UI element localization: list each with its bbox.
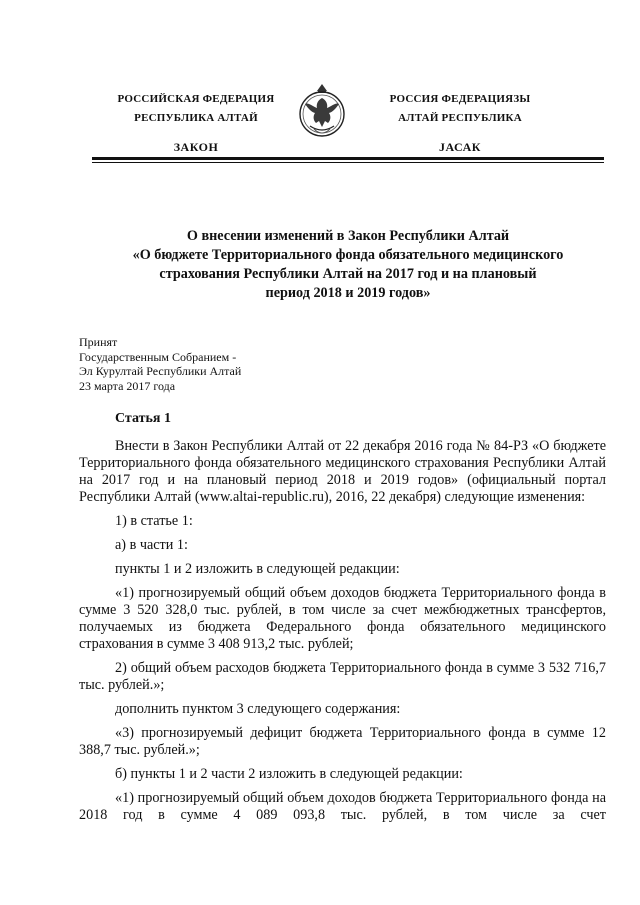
altai-coat-of-arms-icon (296, 82, 348, 140)
adoption-line-3: Эл Курултай Республики Алтай (79, 364, 242, 378)
paragraph: пункты 1 и 2 изложить в следующей редакции: (115, 561, 400, 577)
header-right-block (360, 90, 560, 157)
paragraph: б) пункты 1 и 2 части 2 изложить в следующей редакции: (115, 766, 463, 782)
article-body (79, 410, 606, 824)
header-left-block (96, 90, 296, 157)
title-line-4: период 2018 и 2019 годов» (265, 285, 431, 301)
adoption-line-2: Государственным Собранием - (79, 349, 237, 364)
paragraph: 1) в статье 1: (115, 513, 193, 529)
header-divider-thick (92, 157, 604, 160)
paragraph: а) в части 1: (115, 537, 188, 553)
header-left-country: РОССИЙСКАЯ ФЕДЕРАЦИЯ (117, 93, 275, 105)
header-right-republic: АЛТАЙ РЕСПУБЛИКА (398, 112, 522, 124)
paragraph: дополнить пунктом 3 следующего содержания: (115, 701, 401, 717)
paragraph: «1) прогнозируемый общий объем доходов бюджета Территориального фонда в сумме 3 520 328,0 тыс. рублей, в том числе за счет межбюджетных трансфертов, получаемых из бюджета Федерального фонда обязательного медицинского страхования в сумме 3 408 913,2 тыс. рублей; (79, 585, 606, 652)
article-heading: Статья 1 (115, 411, 171, 426)
header-right-law: JАСАК (438, 140, 481, 154)
header-divider-thin (92, 162, 604, 163)
paragraph: Внести в Закон Республики Алтай от 22 декабря 2016 года № 84-РЗ «О бюджете Территориального фонда обязательного медицинского страхования Республики Алтай на 2017 год и на плановый период 2018 и 2019 годов» (официальный портал Республики Алтай (www.altai-republic.ru), 2016, 22 декабря) следующие изменения: (79, 438, 606, 505)
header-left-republic: РЕСПУБЛИКА АЛТАЙ (134, 112, 258, 124)
title-line-3: страхования Республики Алтай на 2017 год и на плановый (159, 266, 537, 282)
adoption-line-4: 23 марта 2017 года (79, 378, 176, 393)
header-right-country: РОССИЯ ФЕДЕРАЦИЯЗЫ (389, 93, 531, 105)
paragraph: «1) прогнозируемый общий объем доходов бюджета Территориального фонда на 2018 год в сумме 4 089 093,8 тыс. рублей, в том числе за счет (79, 790, 606, 823)
adoption-note (79, 335, 241, 393)
title-line-2: «О бюджете Территориального фонда обязательного медицинского (132, 247, 564, 263)
header-left-law: ЗАКОН (173, 140, 219, 154)
paragraph: «3) прогнозируемый дефицит бюджета Территориального фонда в сумме 12 388,7 тыс. рублей.»; (79, 725, 606, 758)
law-title (92, 227, 604, 303)
paragraph: 2) общий объем расходов бюджета Территориального фонда в сумме 3 532 716,7 тыс. рублей.»; (79, 660, 606, 693)
adoption-line-1: Принят (79, 335, 118, 349)
title-line-1: О внесении изменений в Закон Республики Алтай (186, 228, 510, 244)
